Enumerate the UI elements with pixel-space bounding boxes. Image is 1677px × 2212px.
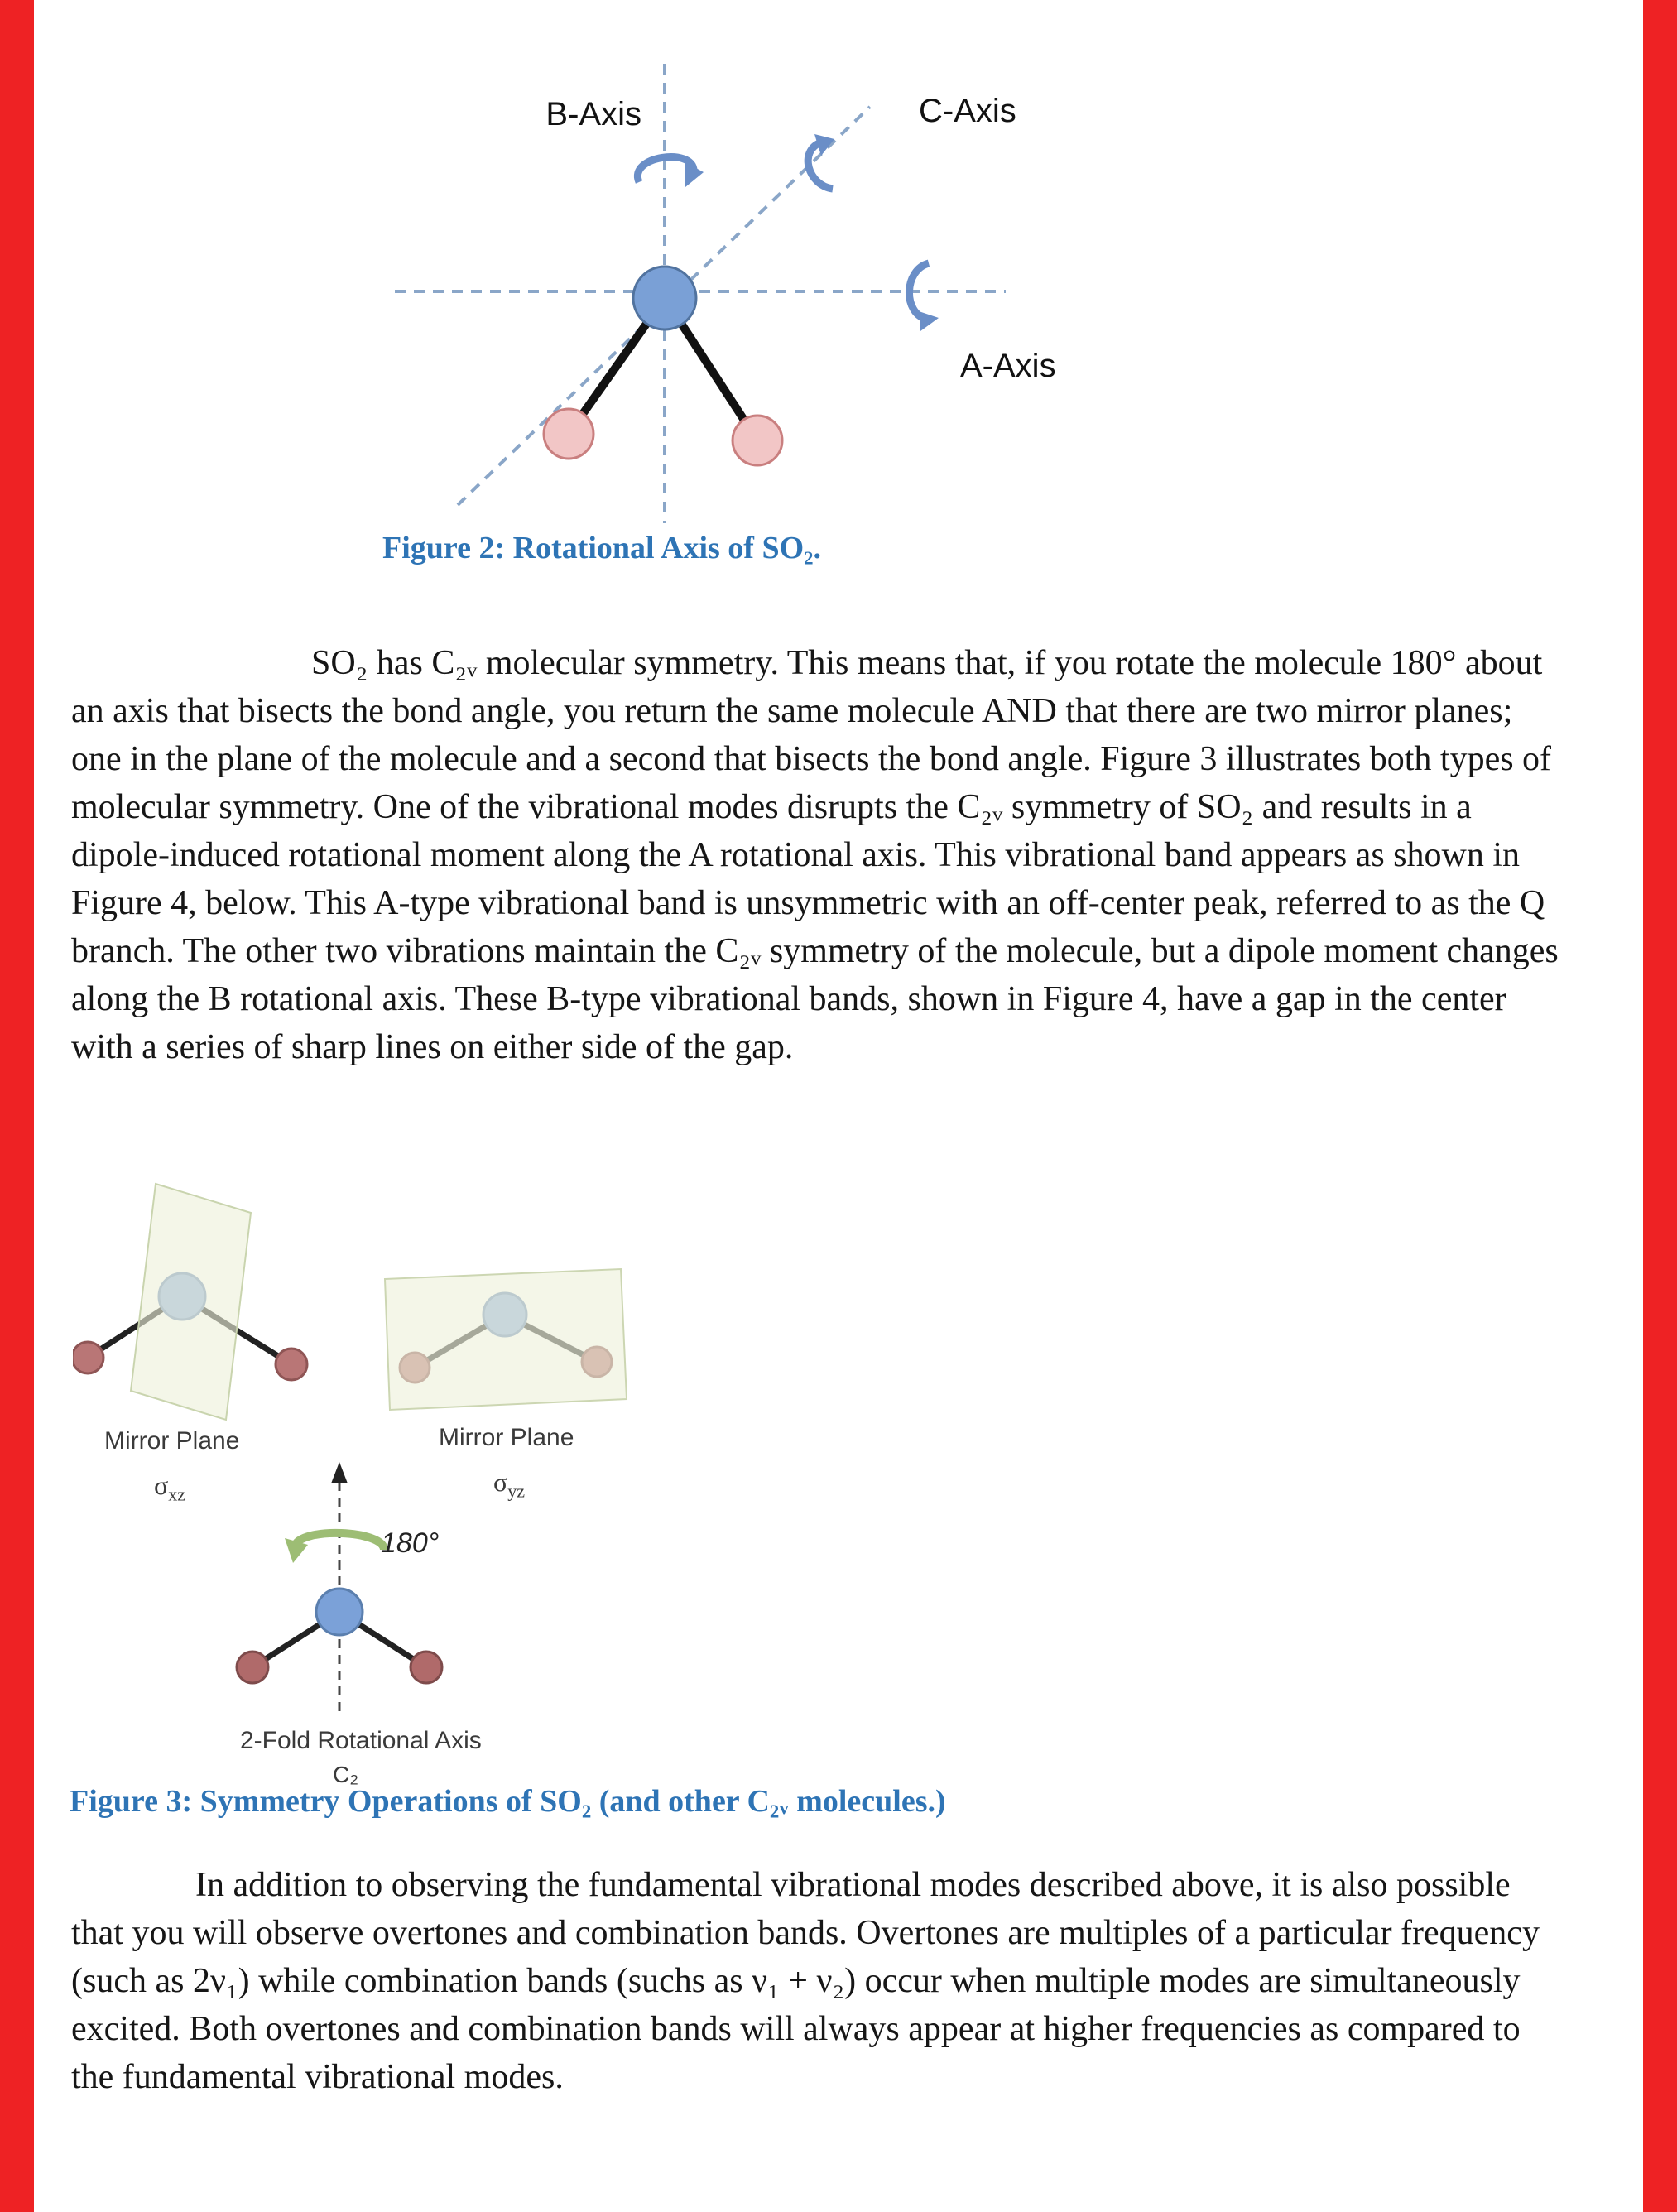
green-rotation-arrow-icon xyxy=(285,1533,384,1563)
left-edge-strip xyxy=(0,0,34,2212)
oxygen-atom-left xyxy=(73,1342,103,1373)
c2-rotation-image xyxy=(207,1459,488,1740)
figure2-caption: Figure 2: Rotational Axis of SO₂. xyxy=(382,531,822,565)
sigma-yz-symbol: $\sigma_{yz}$ xyxy=(493,1467,526,1502)
axis-arrowhead-icon xyxy=(331,1462,348,1483)
oxygen-atom-left xyxy=(544,409,593,459)
b-axis-label: B-Axis xyxy=(545,96,641,132)
oxygen-atom-right xyxy=(276,1349,307,1380)
sigma-xz-symbol: $\sigma_{xz}$ xyxy=(154,1470,186,1505)
a-axis-rotation-arrow-icon xyxy=(909,263,939,331)
mirror-plane-surface xyxy=(385,1269,627,1410)
c-axis-rotation-arrow-icon xyxy=(808,134,834,189)
mirror-plane-xz-image xyxy=(73,1176,346,1440)
c2-symbol: C₂ xyxy=(333,1762,359,1787)
rotation-angle-label: 180° xyxy=(381,1527,440,1559)
figure3-caption: Figure 3: Symmetry Operations of SO₂ (and other C₂ᵥ molecules.) xyxy=(70,1784,946,1819)
right-edge-strip xyxy=(1643,0,1677,2212)
mirror-plane-xz-label: Mirror Plane xyxy=(104,1427,240,1455)
mirror-plane-yz-label: Mirror Plane xyxy=(439,1424,574,1451)
oxygen-atom-left xyxy=(237,1652,268,1683)
sulfur-atom xyxy=(633,267,696,329)
a-axis-label: A-Axis xyxy=(960,348,1056,384)
paragraph-symmetry: SO₂ has C₂ᵥ molecular symmetry. This means that, if you rotate the molecule 180° about an axis that bisects the bond angle, you return the same molecule AND that there are two mirror planes; one in the plane of the molecule and a second that bisects the bond angle. Figure 3 illustrates both types of molecular symmetry. One of the vibrational modes disrupts the C₂ᵥ symmetry of SO₂ and results in a dipole-induced rotational moment along the A rotational axis. This vibrational band appears as shown in Figure 4, below. This A-type vibrational band is unsymmetric with an off-center peak, referred to as the Q branch. The other two vibrations maintain the C₂ᵥ symmetry of the molecule, but a dipole moment changes along the B rotational axis. These B-type vibrational bands, shown in Figure 4, have a gap in the center with a series of sharp lines on either side of the gap. xyxy=(71,644,1559,1066)
two-fold-axis-label: 2-Fold Rotational Axis xyxy=(240,1727,482,1754)
mirror-plane-surface xyxy=(131,1184,251,1420)
mirror-plane-yz-image xyxy=(377,1254,633,1436)
paragraph-overtones: In addition to observing the fundamental vibrational modes described above, it is also possible that you will observe overtones and combination bands. Overtones are multiples of a particular frequency (such as 2ν₁) while combination bands (suchs as ν₁ + ν₂) occur when multiple modes are simultaneously excited. Both overtones and combination bands will always appear at higher frequencies as compared to the fundamental vibrational modes. xyxy=(71,1866,1540,2096)
sulfur-atom xyxy=(316,1589,363,1635)
oxygen-atom-right xyxy=(733,416,782,465)
oxygen-atom-right xyxy=(411,1652,442,1683)
b-axis-rotation-arrow-icon xyxy=(637,157,704,187)
c-axis-label: C-Axis xyxy=(919,93,1016,129)
